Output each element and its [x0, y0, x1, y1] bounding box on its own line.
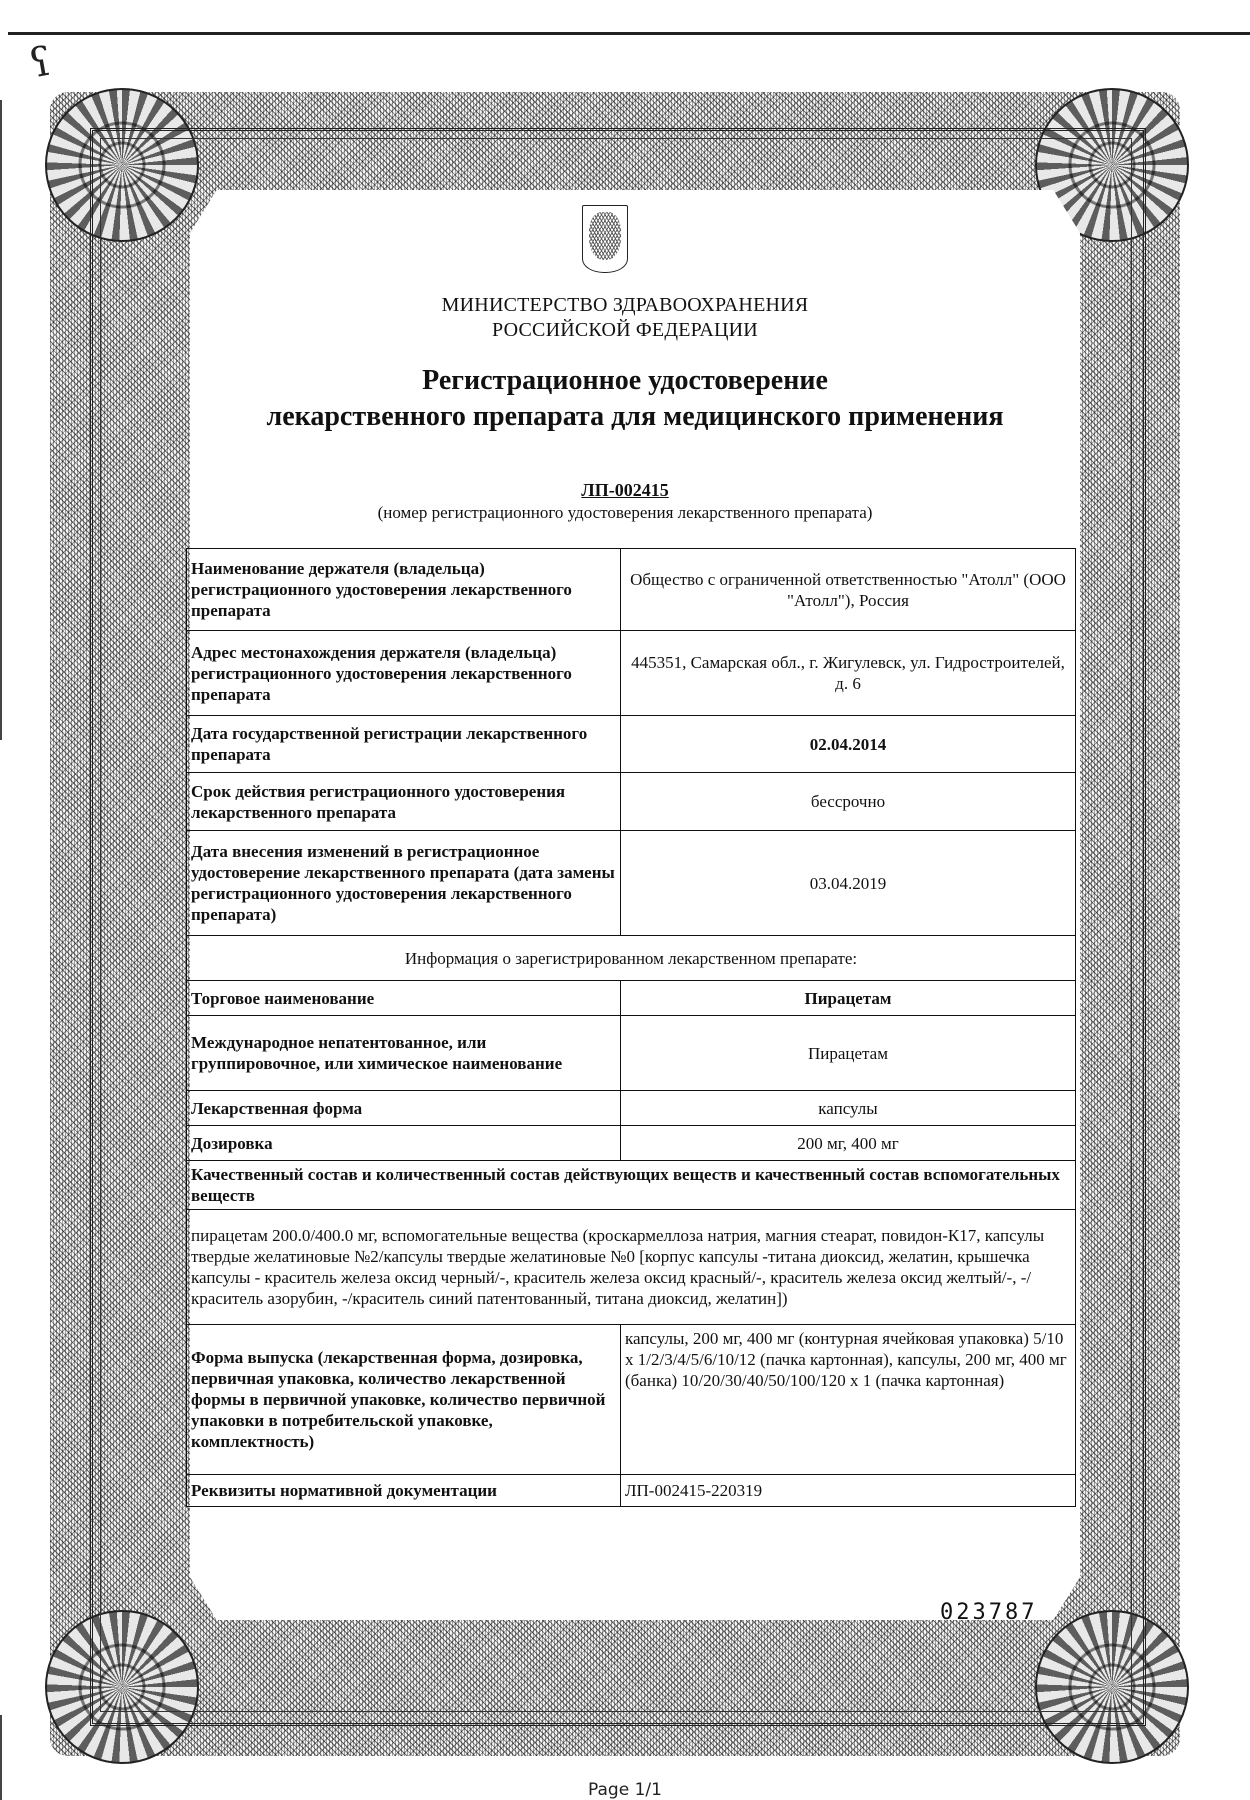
- registration-number-caption: (номер регистрационного удостоверения лекарственного препарата): [377, 503, 873, 522]
- holder-address-value: 445351, Самарская обл., г. Жигулевск, ул. Гидростроителей, д. 6: [621, 631, 1076, 716]
- table-row-inn: [187, 1016, 1076, 1091]
- change-date-value: 03.04.2019: [621, 831, 1076, 936]
- table-row-trade-name: [187, 981, 1076, 1016]
- composition-text: пирацетам 200.0/400.0 мг, вспомогательные вещества (кроскармеллоза натрия, магния стеарат, повидон-К17, капсулы твердые желатиновые №2/капсулы твердые желатиновые №0 [корпус капсулы -титана диоксид, желатин, крышечка капсулы - краситель железа оксид черный/-, краситель железа оксид красный/-, краситель железа оксид желтый/-, -/краситель азорубин, -/краситель синий патентованный, титана диоксид, желатин]): [187, 1210, 1076, 1325]
- trade-name-value: Пирацетам: [621, 981, 1076, 1016]
- table-row-composition: [187, 1210, 1076, 1325]
- dosage-value: 200 мг, 400 мг: [621, 1126, 1076, 1161]
- table-row-change-date: [187, 831, 1076, 936]
- double-headed-eagle-icon: [589, 212, 621, 260]
- table-row-release-form: [187, 1325, 1076, 1475]
- table-row-dosage-form: [187, 1091, 1076, 1126]
- table-row-dosage: [187, 1126, 1076, 1161]
- page-indicator: Page 1/1: [588, 1780, 662, 1800]
- holder-name-value: Общество с ограниченной ответственностью "Атолл" (ООО "Атолл"), Россия: [621, 549, 1076, 631]
- document-title-line2: лекарственного препарата для медицинского применения: [266, 401, 1004, 432]
- dosage-form-label: Лекарственная форма: [187, 1091, 621, 1126]
- table-row-holder-address: [187, 631, 1076, 716]
- table-row-composition-header: [187, 1161, 1076, 1210]
- release-form-label: Форма выпуска (лекарственная форма, дозировка, первичная упаковка, количество лекарственной формы в первичной упаковке, количество первичной упаковки в потребительской упаковке, комплектность): [187, 1325, 621, 1475]
- registration-number: [0, 480, 1250, 501]
- table-row-normative-docs: [187, 1475, 1076, 1507]
- trade-name-label: Торговое наименование: [187, 981, 621, 1016]
- table-row-validity: [187, 773, 1076, 831]
- table-row-registration-date: [187, 716, 1076, 773]
- normative-docs-value: ЛП-002415-220319: [621, 1475, 1076, 1507]
- holder-address-label: Адрес местонахождения держателя (владельца) регистрационного удостоверения лекарственного препарата: [187, 631, 621, 716]
- inn-label: Международное непатентованное, или группировочное, или химическое наименование: [187, 1016, 621, 1091]
- ministry-name-line2: РОССИЙСКОЙ ФЕДЕРАЦИИ: [492, 319, 758, 341]
- holder-name-label: Наименование держателя (владельца) регистрационного удостоверения лекарственного препарата: [187, 549, 621, 631]
- dosage-label: Дозировка: [187, 1126, 621, 1161]
- certificate-table: [186, 548, 1076, 1507]
- coat-of-arms-icon: [582, 205, 628, 273]
- composition-header: Качественный состав и количественный состав действующих веществ и качественный состав вспомогательных веществ: [187, 1161, 1076, 1210]
- drug-info-header: Информация о зарегистрированном лекарственном препарате:: [187, 936, 1076, 981]
- handwritten-mark: ʕ: [26, 38, 56, 88]
- registration-date-value: 02.04.2014: [621, 716, 1076, 773]
- registration-number-value: ЛП-002415: [581, 480, 669, 500]
- ministry-name-line1: МИНИСТЕРСТВО ЗДРАВООХРАНЕНИЯ: [441, 294, 809, 316]
- validity-value: бессрочно: [621, 773, 1076, 831]
- change-date-label: Дата внесения изменений в регистрационное удостоверение лекарственного препарата (дата замены регистрационного удостоверения лекарственного препарата): [187, 831, 621, 936]
- release-form-value: капсулы, 200 мг, 400 мг (контурная ячейковая упаковка) 5/10 х 1/2/3/4/5/6/10/12 (пачка картонная), капсулы, 200 мг, 400 мг (банка) 10/20/30/40/50/100/120 х 1 (пачка картонная): [621, 1325, 1076, 1475]
- dosage-form-value: капсулы: [621, 1091, 1076, 1126]
- table-row-holder-name: [187, 549, 1076, 631]
- form-serial-number: 023787: [940, 1600, 1038, 1625]
- table-row-info-header: [187, 936, 1076, 981]
- validity-label: Срок действия регистрационного удостоверения лекарственного препарата: [187, 773, 621, 831]
- normative-docs-label: Реквизиты нормативной документации: [187, 1475, 621, 1507]
- registration-date-label: Дата государственной регистрации лекарственного препарата: [187, 716, 621, 773]
- document-title-line1: Регистрационное удостоверение: [422, 365, 828, 396]
- inn-value: Пирацетам: [621, 1016, 1076, 1091]
